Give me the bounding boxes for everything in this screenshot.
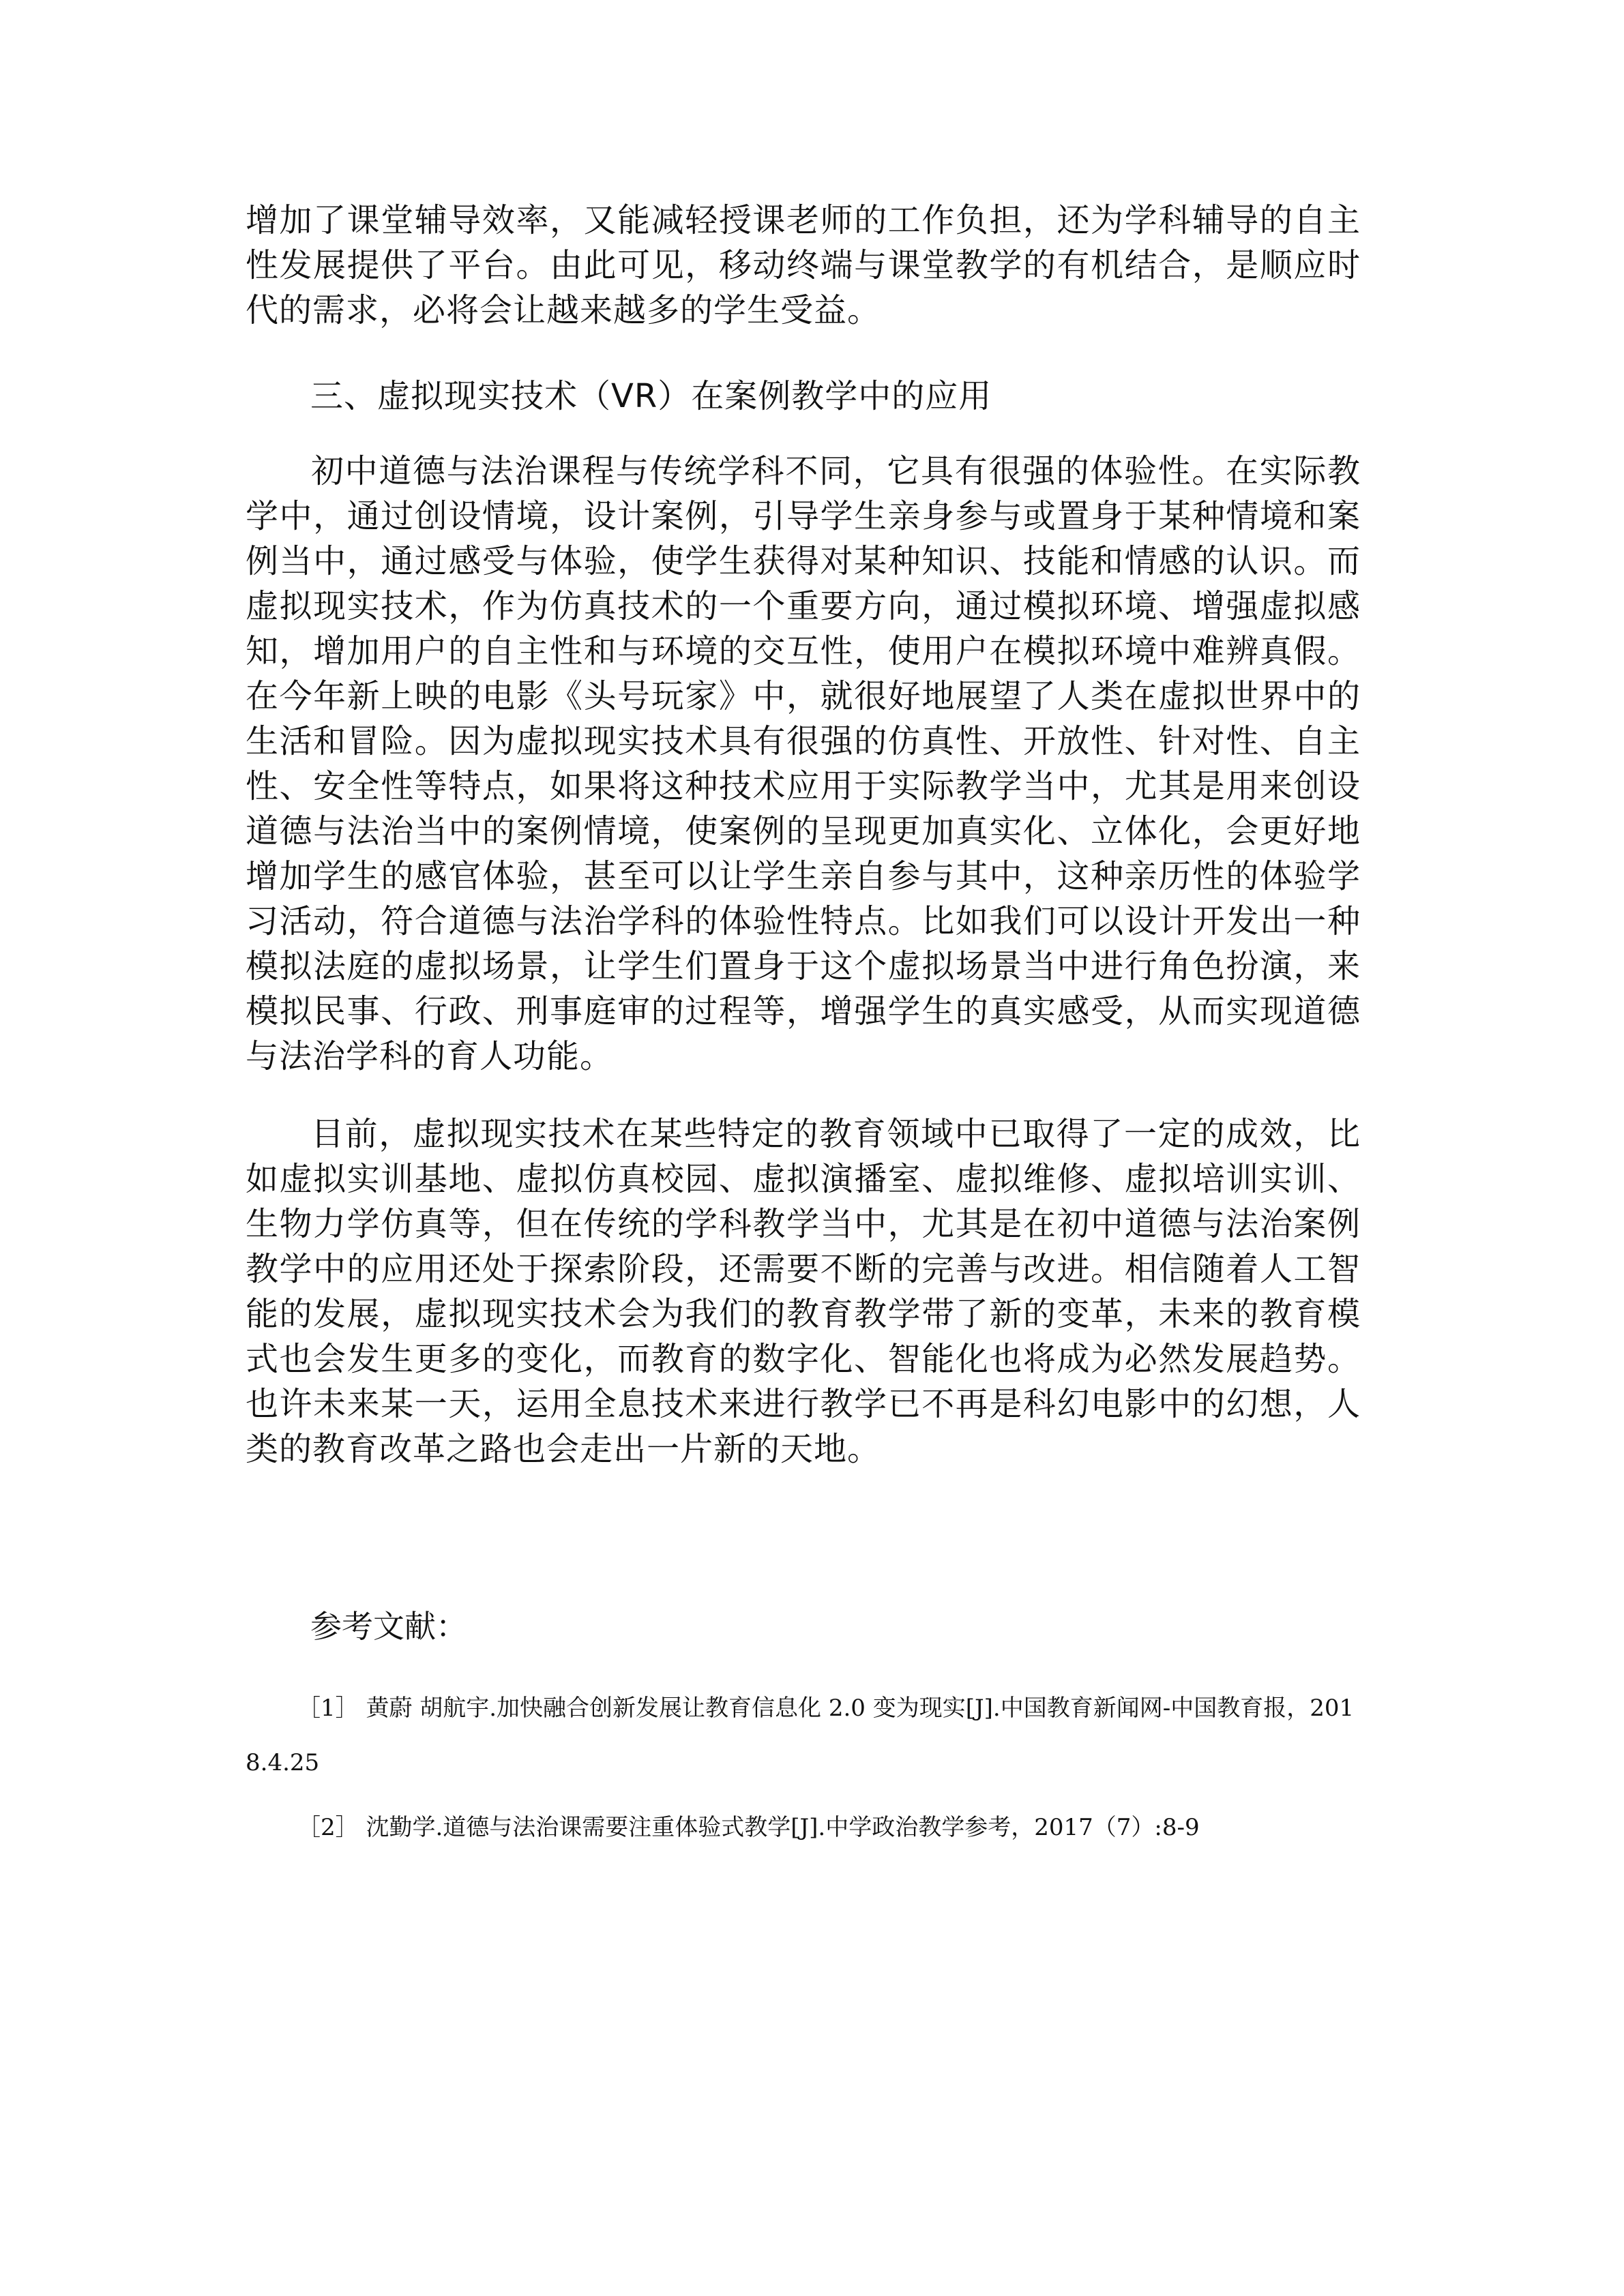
paragraph-vr-outlook: 目前，虚拟现实技术在某些特定的教育领域中已取得了一定的成效，比如虚拟实训基地、虚拟仿真校园、虚拟演播室、虚拟维修、虚拟培训实训、生物力学仿真等，但在传统的学科教学当中，尤其是在初中道德与法治案例教学中的应用还处于探索阶段，还需要不断的完善与改进。相信随着人工智能的发展，虚拟现实技术会为我们的教育教学带了新的变革，未来的教育模式也会发生更多的变化，而教育的数字化、智能化也将成为必然发展趋势。也许未来某一天，运用全息技术来进行教学已不再是科幻电影中的幻想，人类的教育改革之路也会走出一片新的天地。 — [246, 1115, 1361, 1468]
paragraph-vr-application: 初中道德与法治课程与传统学科不同，它具有很强的体验性。在实际教学中，通过创设情境，设计案例，引导学生亲身参与或置身于某种情境和案例当中，通过感受与体验，使学生获得对某种知识、技能和情感的认识。而虚拟现实技术，作为仿真技术的一个重要方向，通过模拟环境、增强虚拟感知，增加用户的自主性和与环境的交互性，使用户在模拟环境中难辨真假。在今年新上映的电影《头号玩家》中，就很好地展望了人类在虚拟世界中的生活和冒险。因为虚拟现实技术具有很强的仿真性、开放性、针对性、自主性、安全性等特点，如果将这种技术应用于实际教学当中，尤其是用来创设道德与法治当中的案例情境，使案例的呈现更加真实化、立体化，会更好地增加学生的感官体验，甚至可以让学生亲自参与其中，这种亲历性的体验学习活动，符合道德与法治学科的体验性特点。比如我们可以设计开发出一种模拟法庭的虚拟场景，让学生们置身于这个虚拟场景当中进行角色扮演，来模拟民事、行政、刑事庭审的过程等，增强学生的真实感受，从而实现道德与法治学科的育人功能。 — [246, 452, 1361, 1075]
references-title: 参考文献： — [310, 1608, 467, 1645]
reference-item: ［1］ 黄蔚 胡航宇.加快融合创新发展让教育信息化 2.0 变为现实[J].中国教育新闻网-中国教育报，2018.4.25 — [246, 1695, 1355, 1776]
section-heading: 三、虚拟现实技术（VR）在案例教学中的应用 — [310, 377, 992, 415]
paragraph-continuation: 增加了课堂辅导效率，又能减轻授课老师的工作负担，还为学科辅导的自主性发展提供了平台。由此可见，移动终端与课堂教学的有机结合，是顺应时代的需求，必将会让越来越多的学生受益。 — [246, 201, 1361, 329]
reference-item: ［2］ 沈勤学.道德与法治课需要注重体验式教学[J].中学政治教学参考，2017（7）:8-9 — [297, 1814, 1200, 1841]
